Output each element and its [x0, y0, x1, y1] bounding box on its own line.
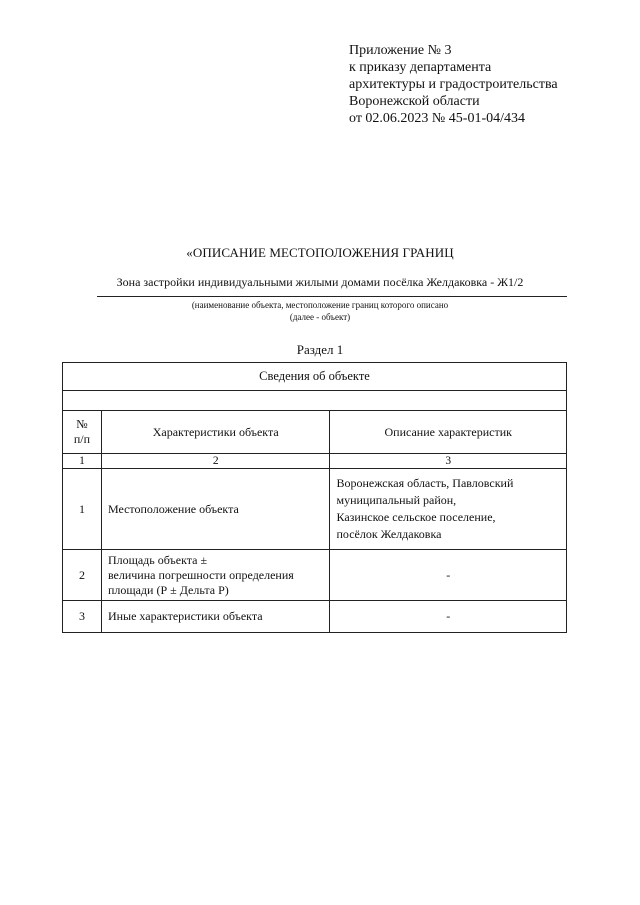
approval-line: от 02.06.2023 № 45-01-04/434	[349, 111, 526, 126]
approval-block	[349, 42, 558, 127]
document-title: «ОПИСАНИЕ МЕСТОПОЛОЖЕНИЯ ГРАНИЦ	[186, 245, 454, 260]
row-characteristic	[101, 550, 330, 601]
row-description	[330, 469, 567, 550]
caption-line: (наименование объекта, местоположение границ которого описано	[191, 300, 449, 310]
description-line: Казинское сельское поселение,	[336, 510, 496, 524]
column-number: 3	[330, 454, 567, 469]
approval-line: архитектуры и градостроительства	[349, 77, 558, 92]
header-characteristic: Характеристики объекта	[101, 411, 330, 454]
characteristic-line: величина погрешности определения	[107, 567, 294, 582]
header-description: Описание характеристик	[330, 411, 567, 454]
underline-divider	[97, 296, 567, 297]
row-characteristic: Иные характеристики объекта	[101, 601, 330, 633]
table-row	[63, 601, 567, 633]
header-num	[63, 411, 102, 454]
object-info-table	[62, 362, 567, 633]
row-num: 2	[63, 550, 102, 601]
object-caption	[0, 299, 640, 323]
description-line: посёлок Желдаковка	[336, 527, 442, 541]
caption-line: (далее - объект)	[289, 312, 351, 322]
blank-cell	[63, 391, 567, 411]
table-row	[63, 469, 567, 550]
column-number: 2	[101, 454, 330, 469]
object-name: Зона застройки индивидуальными жилыми домами посёлка Желдаковка - Ж1/2	[116, 275, 524, 289]
row-num: 3	[63, 601, 102, 633]
column-numbers-row	[63, 454, 567, 469]
table-header-row	[63, 411, 567, 454]
table-row	[63, 550, 567, 601]
table-title: Сведения об объекте	[63, 363, 567, 391]
description-line: Воронежская область, Павловский	[336, 476, 514, 490]
table-blank-row	[63, 391, 567, 411]
row-description: -	[330, 550, 567, 601]
characteristic-line: Площадь объекта ±	[107, 552, 208, 567]
header-num-line: п/п	[73, 432, 91, 446]
table-title-row	[63, 363, 567, 391]
section-label: Раздел 1	[296, 342, 344, 357]
approval-line: Приложение № 3	[349, 43, 452, 58]
row-num: 1	[63, 469, 102, 550]
row-characteristic: Местоположение объекта	[101, 469, 330, 550]
characteristic-line: площади (Р ± Дельта Р)	[107, 582, 229, 597]
approval-line: к приказу департамента	[349, 60, 492, 75]
column-number: 1	[63, 454, 102, 469]
row-description: -	[330, 601, 567, 633]
header-num-line: №	[76, 417, 88, 431]
description-line: муниципальный район,	[336, 493, 457, 507]
approval-line: Воронежской области	[349, 94, 480, 109]
